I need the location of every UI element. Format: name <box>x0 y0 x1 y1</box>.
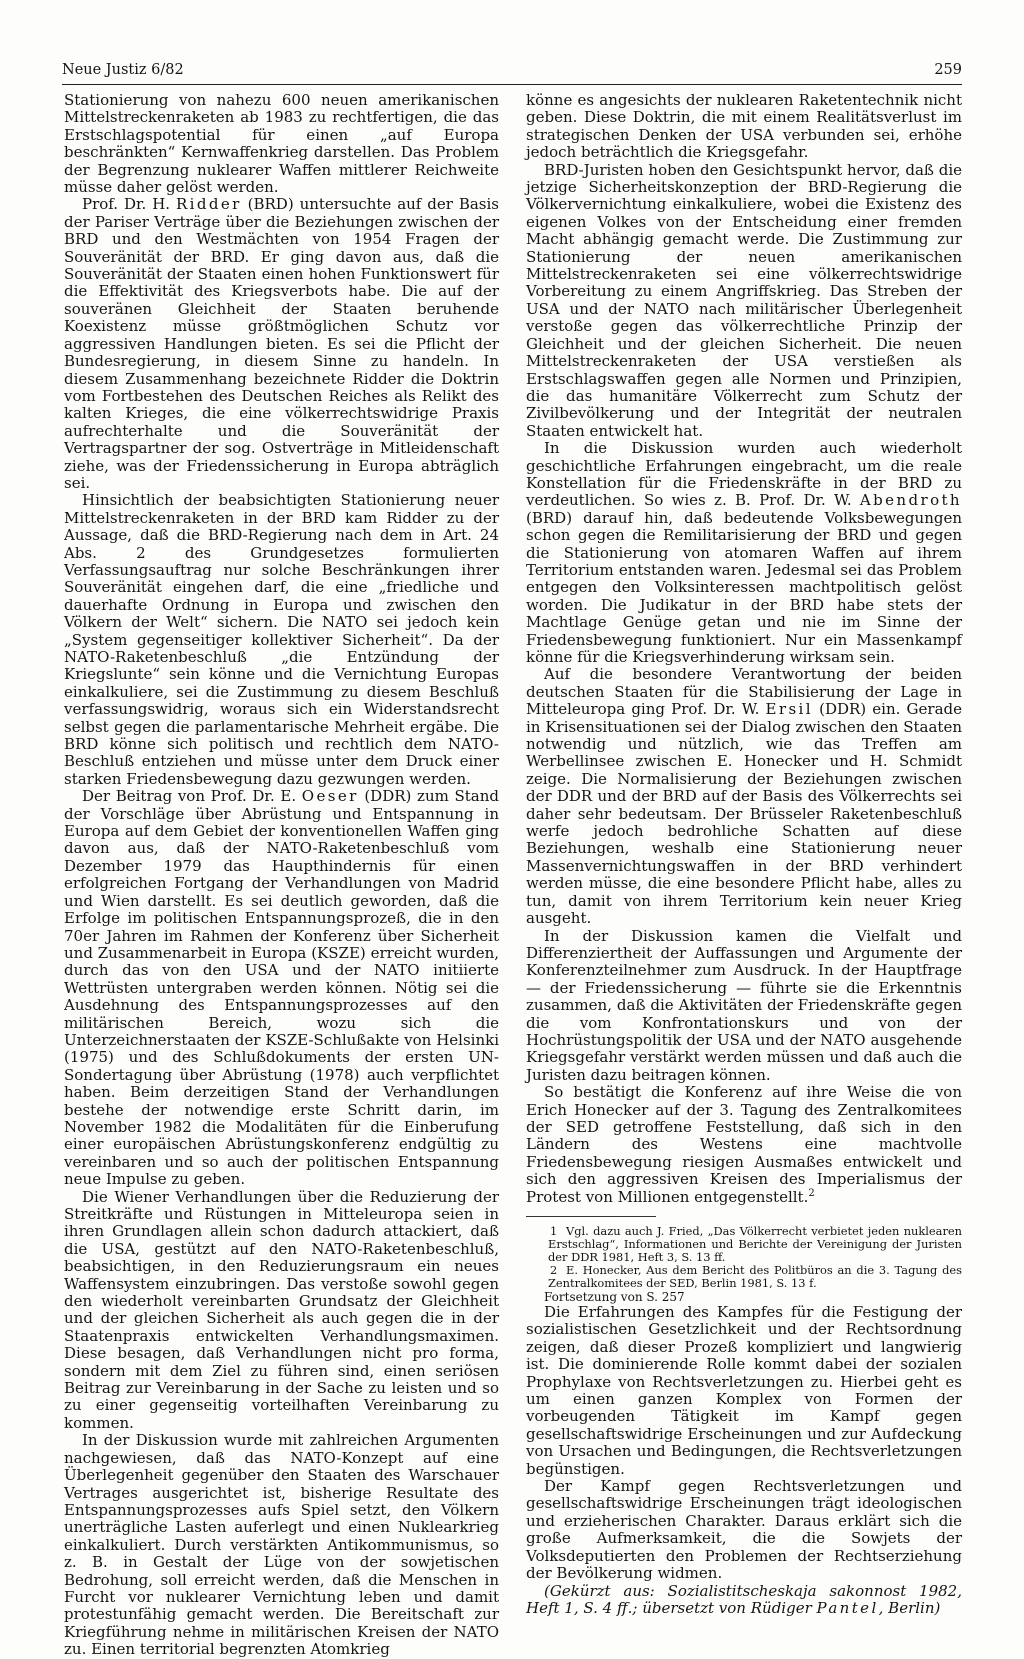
text-run: Prof. Dr. H. <box>82 195 176 214</box>
text-run: (BRD) darauf hin, daß bedeutende Volksbewegungen schon gegen die Remilitarisierung der BRD und gegen die Stationierung von atomaren Waffen auf ihrem Territorium entstanden waren. Jedesmal sei das Problem entgegen den Volksinteressen machtpolitisch gelöst worden. Die Judikatur in der BRD habe stets der Machtlage Genüge getan und nie im Sinne der Friedensbewegung funktioniert. Nur ein Massenkampf könne für die Kriegsverhinderung wirksam sein. <box>526 508 962 666</box>
footnote-text: Vgl. dazu auch J. Fried, „Das Völkerrecht verbietet jeden nuklearen Erstschlag“, Informationen und Berichte der Vereinigung der Juristen der DDR 1981, Heft 3, S. 13 ff. <box>548 1224 962 1264</box>
page-number: 259 <box>934 62 962 78</box>
author-name: Ersil <box>765 700 813 719</box>
author-name: Oeser <box>301 787 359 806</box>
footnotes <box>526 1225 962 1290</box>
footnote-number: 2 <box>550 1263 558 1277</box>
text-run: (Gekürzt aus: Sozialistitscheskaja sakonnost 1982, Heft 1, S. 4 ff.; übersetzt von Rüdiger <box>526 1581 962 1617</box>
text-run: (BRD) untersuchte auf der Basis der Pariser Verträge über die Beziehungen zwischen der BRD und den Westmächten von 1954 Fragen der Souveränität der BRD. Er ging davon aus, daß die Souveränität der Staaten einen hohen Funktionswert für die Effektivität des Kriegsverbots habe. Die auf der souveränen Gleichheit der Staaten beruhende Koexistenz müsse größtmöglichen Schutz vor aggressiven Handlungen bieten. Es sei die Pflicht der Bundesregierung, in diesem Sinne zu handeln. In diesem Zusammenhang bezeichnete Ridder die Doktrin vom Fortbestehen des Deutschen Reiches als Relikt des kalten Krieges, die eine völkerrechtswidrige Praxis aufrechterhalte und die Souveränität der Vertragspartner der sog. Ostverträge in Mitleidenschaft ziehe, was der Friedenssicherung in Europa abträglich sei. <box>64 195 499 492</box>
paragraph: Hinsichtlich der beabsichtigten Stationierung neuer Mittelstreckenraketen in der BRD kam Ridder zu der Aussage, daß die BRD-Regierung nach dem in Art. 24 Abs. 2 des Grundgesetzes formulierten Verfassungsauftrag nur solche Beschränkungen ihrer Souveränität eingehen darf, die eine „friedliche und dauerhafte Ordnung in Europa und zwischen den Völkern der Welt“ sichern. Die NATO sei jedoch kein „System gegenseitiger kollektiver Sicherheit“. Da der NATO-Raketenbeschluß „die Entzündung der Kriegslunte“ sein könne und die Vernichtung Europas einkalkuliere, sei die Zustimmung zu diesem Beschluß verfassungswidrig, woraus sich ein Widerstandsrecht selbst gegen die parlamentarische Mehrheit ergäbe. Die BRD könne sich politisch und rechtlich dem NATO-Beschluß entziehen und müsse unter dem Druck einer starken Friedensbewegung dazu gezwungen werden. <box>64 491 499 788</box>
paragraph <box>64 196 499 492</box>
continuation-label: Fortsetzung von S. 257 <box>544 1290 685 1304</box>
paragraph: Die Wiener Verhandlungen über die Reduzierung der Streitkräfte und Rüstungen in Mitteleuropa seien in ihren Grundlagen allein schon dadurch attackiert, daß die USA, gestützt auf den NATO-Raketenbeschluß, beabsichtigen, in den Reduzierungsraum ein neues Waffensystem einzubringen. Das verstoße sowohl gegen den wiederholt vereinbarten Grundsatz der Gleichheit und der gleichen Sicherheit als auch gegen die in der Staatenpraxis entwickelten Verhandlungsmaximen. Diese besagen, daß Verhandlungen nicht pro forma, sondern mit dem Ziel zu führen sind, einen seriösen Beitrag zur Vereinbarung in der Sache zu leisten und so zu einer gegenseitig vorteilhaften Vereinbarung zu kommen. <box>64 1187 499 1432</box>
paragraph: Die Erfahrungen des Kampfes für die Festigung der sozialistischen Gesetzlichkeit und der Rechtsordnung zeigen, daß dieser Prozeß kompliziert und langwierig ist. Die dominierende Rolle kommt dabei der sozialen Prophylaxe von Rechtsverletzungen zu. Hierbei geht es um einen ganzen Komplex von Formen der vorbeugenden Tätigkeit im Kampf gegen gesellschaftswidrige Erscheinungen und zur Aufdeckung von Ursachen und Bedingungen, die Rechtsverletzungen begünstigen. <box>526 1303 962 1478</box>
header-rule <box>62 84 962 85</box>
text-run: Der Beitrag von Prof. Dr. E. <box>82 787 302 806</box>
paragraph: Der Kampf gegen Rechtsverletzungen und gesellschaftswidrige Erscheinungen trägt ideologischen und erzieherischen Charakter. Daraus erklärt sich die große Aufmerksamkeit, die die Sowjets der Volksdeputierten den Problemen der Rechtserziehung der Bevölkerung widmen. <box>526 1477 962 1583</box>
journal-title: Neue Justiz 6/82 <box>62 62 184 78</box>
footnote <box>526 1264 962 1290</box>
author-name: Abendroth <box>859 491 962 510</box>
source-citation <box>526 1583 962 1618</box>
page-header <box>62 62 962 82</box>
paragraph: könne es angesichts der nuklearen Raketentechnik nicht geben. Diese Doktrin, die mit einem Realitätsverlust im strategischen Denken der USA verbunden sei, erhöhe jedoch beträchtlich die Kriegsgefahr. <box>526 91 962 162</box>
translator-name: Pantel <box>816 1598 879 1617</box>
paragraph: In der Diskussion kamen die Vielfalt und Differenziertheit der Auffassungen und Argumente der Konferenzteilnehmer zum Ausdruck. In der Hauptfrage — der Friedenssicherung — führte sie die Erkenntnis zusammen, daß die Aktivitäten der Friedenskräfte gegen die vom Konfrontationskurs und von der Hochrüstungspolitik der USA und der NATO ausgehende Kriegsgefahr verstärkt werden müssen und daß auch die Juristen dazu beitragen können. <box>526 926 962 1084</box>
text-run: (DDR) zum Stand der Vorschläge über Abrüstung und Entspannung in Europa auf dem Gebiet der konventionellen Waffen ging davon aus, daß der NATO-Raketenbeschluß vom Dezember 1979 das Haupthindernis für einen erfolgreichen Fortgang der Verhandlungen von Madrid und Wien darstellt. Es sei deutlich geworden, daß die Erfolge im politischen Entspannungsprozeß, die in den 70er Jahren im Rahmen der Konferenz über Sicherheit und Zusammenarbeit in Europa (KSZE) erreicht wurden, durch das von den USA und der NATO initiierte Wettrüsten untergraben werden können. Nötig sei die Ausdehnung des Entspannungsprozesses auf den militärischen Bereich, wozu sich die Unterzeichnerstaaten der KSZE-Schlußakte von Helsinki (1975) und des Schlußdokuments der ersten UN-Sondertagung über Abrüstung (1978) auch verpflichtet haben. Beim derzeitigen Stand der Verhandlungen bestehe der notwendige erste Schritt darin, im November 1982 die Modalitäten für die Einberufung einer europäischen Abrüstungskonferenz endgültig zu vereinbaren und so auch der politischen Entspannung neue Impulse zu geben. <box>64 787 499 1189</box>
paragraph: In der Diskussion wurde mit zahlreichen Argumenten nachgewiesen, daß das NATO-Konzept auf eine Überlegenheit gegenüber den Staaten des Warschauer Vertrages ausgerichtet ist, bisherige Resultate des Entspannungsprozesses aufs Spiel setzt, den Völkern unerträgliche Lasten auferlegt und einen Nuklearkrieg einkalkuliert. Durch verstärkten Antikommunismus, so z. B. in Gestalt der Lüge von der sowjetischen Bedrohung, soll erreicht werden, daß die Menschen in Furcht vor nuklearer Vernichtung leben und damit protestunfähig gemacht werden. Die Bereitschaft zur Kriegführung nehme in militärischen Kreisen der NATO zu. Einen territorial begrenzten Atomkrieg <box>64 1431 499 1659</box>
paragraph: Stationierung von nahezu 600 neuen amerikanischen Mittelstreckenraketen ab 1983 zu rechtfertigen, die das Erstschlagspotential für einen „auf Europa beschränkten“ Kernwaffenkrieg darstellen. Das Problem der Begrenzung nuklearer Waffen mittlerer Reichweite müsse daher gelöst werden. <box>64 91 499 197</box>
paragraph: BRD-Juristen hoben den Gesichtspunkt hervor, daß die jetzige Sicherheitskonzeption der BRD-Regierung die Völkervernichtung einkalkuliere, wobei die Existenz des eigenen Volkes von der Entscheidung einer fremden Macht abhängig gemacht werde. Die Zustimmung zur Stationierung der neuen amerikanischen Mittelstreckenraketen sei eine völkerrechtswidrige Vorbereitung zu einem Angriffskrieg. Das Streben der USA und der NATO nach militärischer Überlegenheit verstoße gegen das völkerrechtliche Prinzip der Gleichheit und der gleichen Sicherheit. Die neuen Mittelstreckenraketen der USA verstießen als Erstschlagswaffen gegen alle Normen und Prinzipien, die das humanitäre Völkerrecht zum Schutz der Zivilbevölkerung und der Integrität der neutralen Staaten entwickelt hat. <box>526 160 962 440</box>
footnote-text: E. Honecker, Aus dem Bericht des Politbüros an die 3. Tagung des Zentralkomitees der SED, Berlin 1981, S. 13 f. <box>548 1263 962 1290</box>
footnote-rule <box>526 1216 656 1217</box>
paragraph <box>64 788 499 1188</box>
text-run: (DDR) ein. Gerade in Krisensituationen sei der Dialog zwischen den Staaten notwendig und nützlich, wie das Treffen am Werbellinsee zwischen E. Honecker und H. Schmidt zeige. Die Normalisierung der Beziehungen zwischen der DDR und der BRD auf der Basis des Völkerrechts sei daher sehr bedeutsam. Der Brüsseler Raketenbeschluß werfe jedoch bedrohliche Schatten auf diese Beziehungen, weshalb eine Stationierung neuer Massenvernichtungswaffen in der BRD verhindert werden müsse, die eine besondere Pflicht habe, alles zu tun, damit von ihrem Territorium kein neuer Krieg ausgeht. <box>526 700 962 928</box>
left-column <box>64 92 499 1659</box>
paragraph <box>526 666 962 927</box>
footnote-ref: 2 <box>808 1187 815 1199</box>
footnote-number: 1 <box>550 1224 558 1238</box>
text-run: So bestätigt die Konferenz auf ihre Weise die von Erich Honecker auf der 3. Tagung des Zentralkomitees der SED getroffene Feststellung, daß sich in den Ländern des Westens eine machtvolle Friedensbewegung riesigen Ausmaßes entwickelt und sich den aggressiven Kreisen des Imperialismus der Protest von Millionen entgegenstellt. <box>526 1083 962 1206</box>
paragraph <box>526 440 962 666</box>
text-run: In die Diskussion wurden auch wiederholt geschichtliche Erfahrungen eingebracht, um die reale Konstellation für die Friedenskräfte in der BRD zu verdeutlichen. So wies z. B. Prof. Dr. W. <box>526 439 962 510</box>
paragraph <box>526 1084 962 1206</box>
text-run: Auf die besondere Verantwortung der beiden deutschen Staaten für die Stabilisierung der Lage in Mitteleuropa ging Prof. Dr. W. <box>526 665 962 719</box>
author-name: Ridder <box>175 195 242 214</box>
text-run: , Berlin) <box>878 1598 941 1617</box>
footnote <box>526 1225 962 1264</box>
right-column <box>526 92 962 1617</box>
